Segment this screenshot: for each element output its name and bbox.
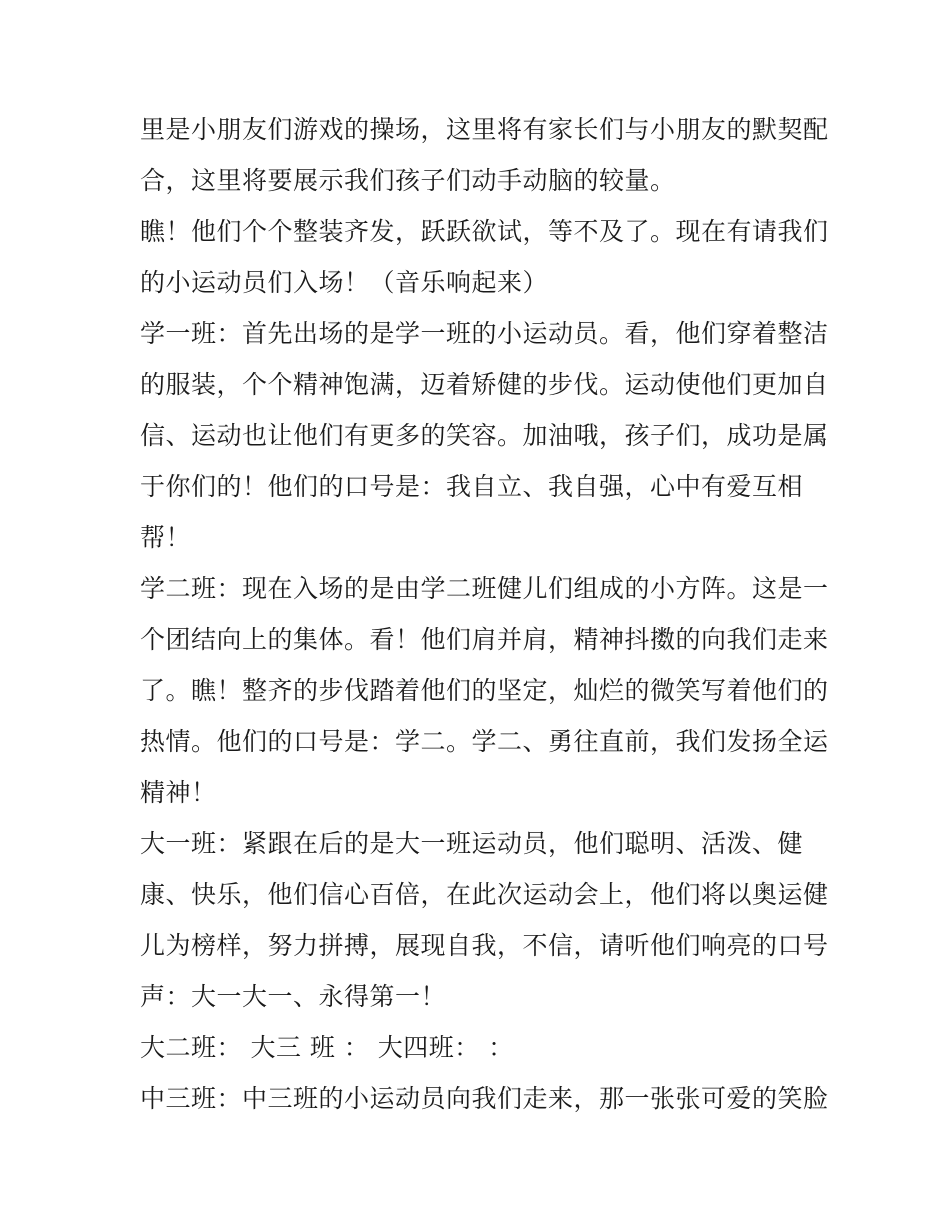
text-line: 声：大一大一、永得第一！ [140, 982, 447, 1011]
text-line: 精神！ [140, 778, 217, 807]
text-line: 学二班：现在入场的是由学二班健儿们组成的小方阵。这是一 [140, 574, 829, 603]
text-line: 信、运动也让他们有更多的笑容。加油哦，孩子们，成功是属 [140, 421, 829, 450]
text-line: 个团结向上的集体。看！他们肩并肩，精神抖擞的向我们走来 [140, 625, 829, 654]
text-line: 里是小朋友们游戏的操场，这里将有家长们与小朋友的默契配 [140, 115, 829, 144]
text-line: 儿为榜样，努力拼搏，展现自我，不信，请听他们响亮的口号 [140, 931, 829, 960]
text-line: 学一班：首先出场的是学一班的小运动员。看，他们穿着整洁 [140, 319, 829, 348]
text-line: 瞧！他们个个整装齐发，跃跃欲试，等不及了。现在有请我们 [140, 217, 829, 246]
text-line: 的服装，个个精神饱满，迈着矫健的步伐。运动使他们更加自 [140, 370, 829, 399]
text-line: 的小运动员们入场！（音乐响起来） [140, 268, 549, 297]
text-line: 热情。他们的口号是：学二。学二、勇往直前，我们发扬全运 [140, 727, 829, 756]
text-line: 于你们的！他们的口号是：我自立、我自强，心中有爱互相 [140, 472, 804, 501]
text-line: 大二班： 大三 班 ： 大四班： ： [140, 1033, 514, 1062]
text-line: 帮！ [140, 523, 192, 552]
text-line: 康、快乐，他们信心百倍，在此次运动会上，他们将以奥运健 [140, 880, 829, 909]
text-line: 中三班：中三班的小运动员向我们走来，那一张张可爱的笑脸 [140, 1084, 829, 1113]
text-line: 大一班：紧跟在后的是大一班运动员，他们聪明、活泼、健 [140, 829, 804, 858]
text-line: 合，这里将要展示我们孩子们动手动脑的较量。 [140, 166, 676, 195]
text-line: 了。瞧！整齐的步伐踏着他们的坚定，灿烂的微笑写着他们的 [140, 676, 829, 705]
